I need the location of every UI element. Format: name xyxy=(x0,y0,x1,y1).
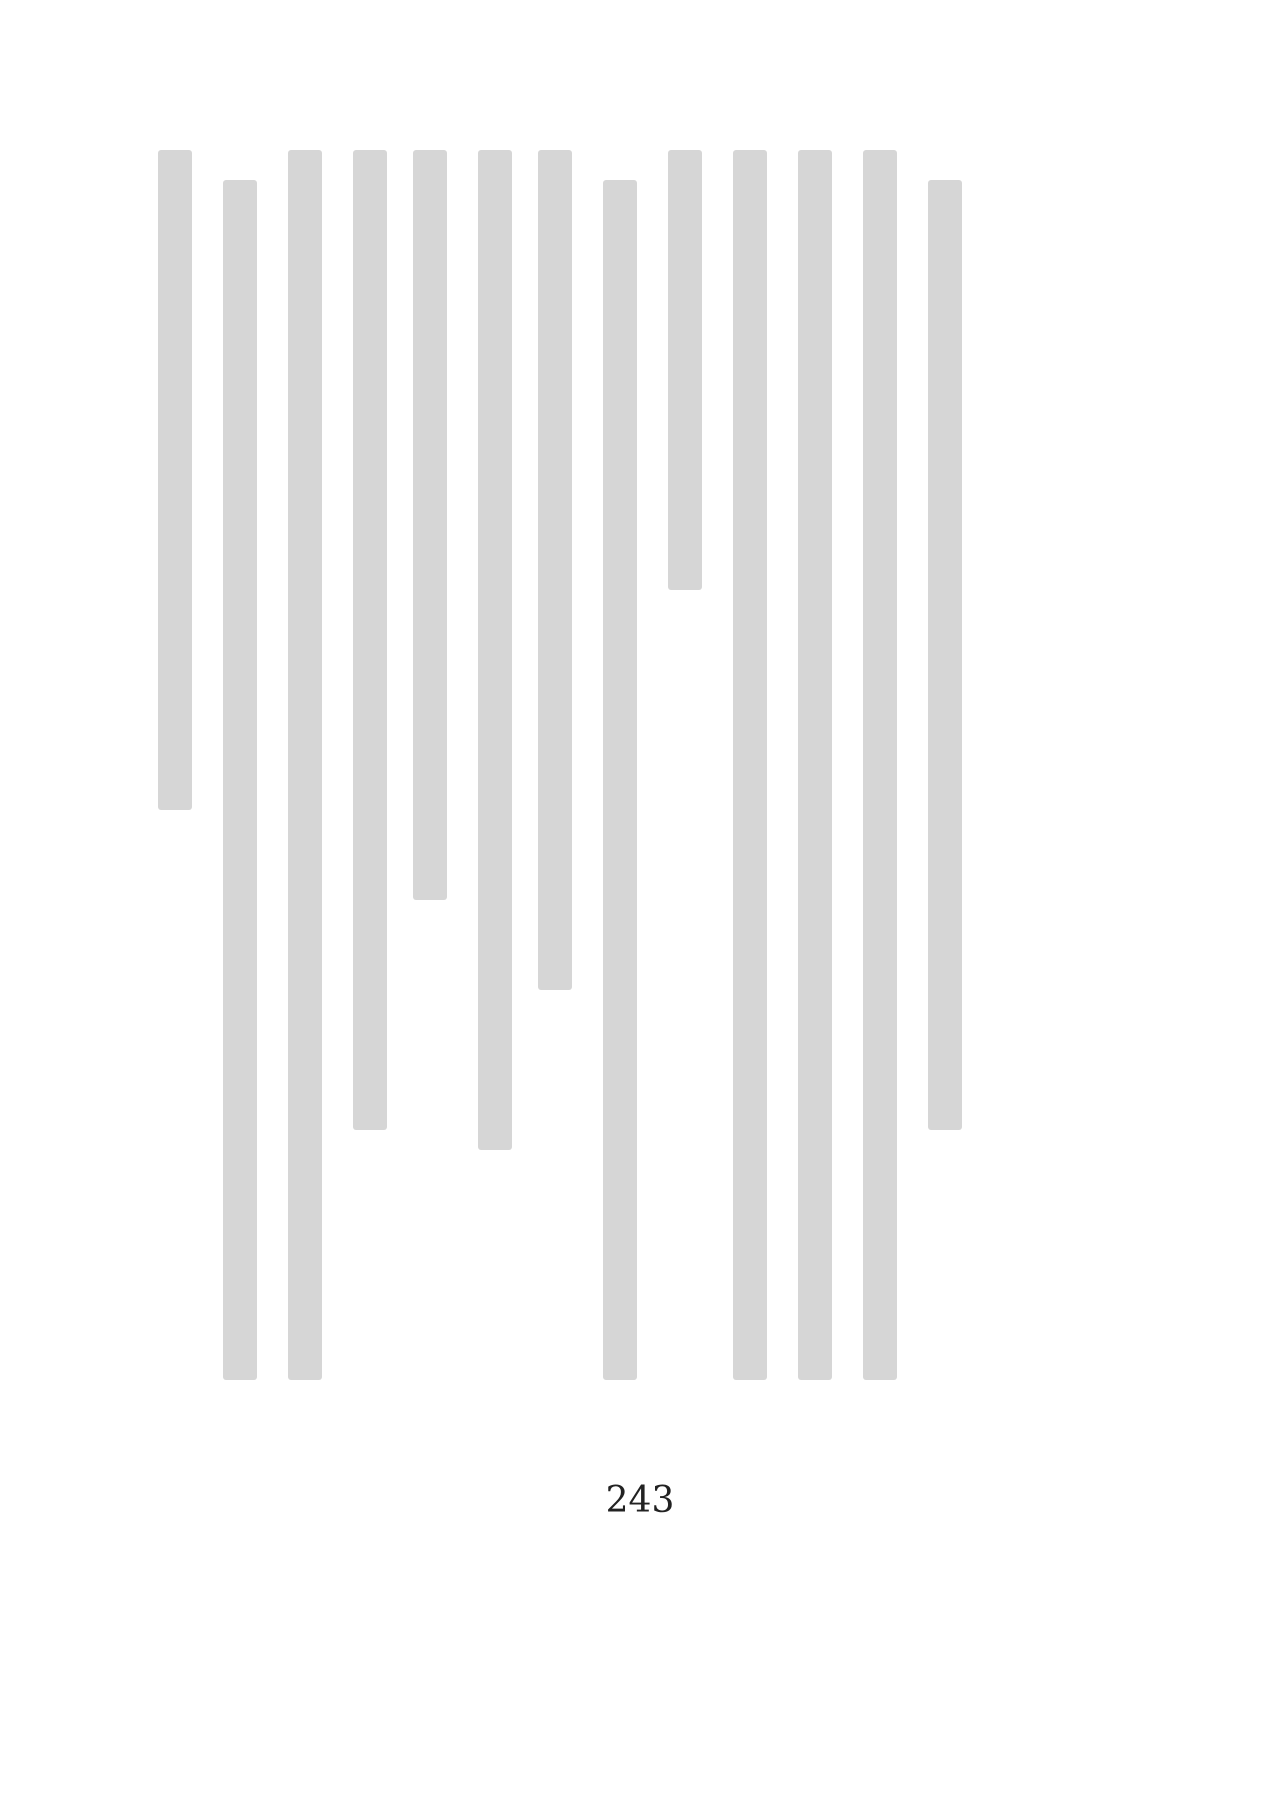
redacted-text-column xyxy=(223,180,257,1380)
page-number: 243 xyxy=(605,1480,675,1521)
redacted-text-column xyxy=(413,150,447,900)
redacted-text-column xyxy=(603,180,637,1380)
redacted-text-column xyxy=(668,150,702,590)
redacted-text-column xyxy=(863,150,897,1380)
redacted-text-column xyxy=(353,150,387,1130)
redacted-text-column xyxy=(158,150,192,810)
redacted-text-column xyxy=(733,150,767,1380)
redacted-text-column xyxy=(288,150,322,1380)
redacted-text-column xyxy=(928,180,962,1130)
redacted-text-column xyxy=(478,150,512,1150)
redacted-text-column xyxy=(798,150,832,1380)
redacted-text-column xyxy=(538,150,572,990)
